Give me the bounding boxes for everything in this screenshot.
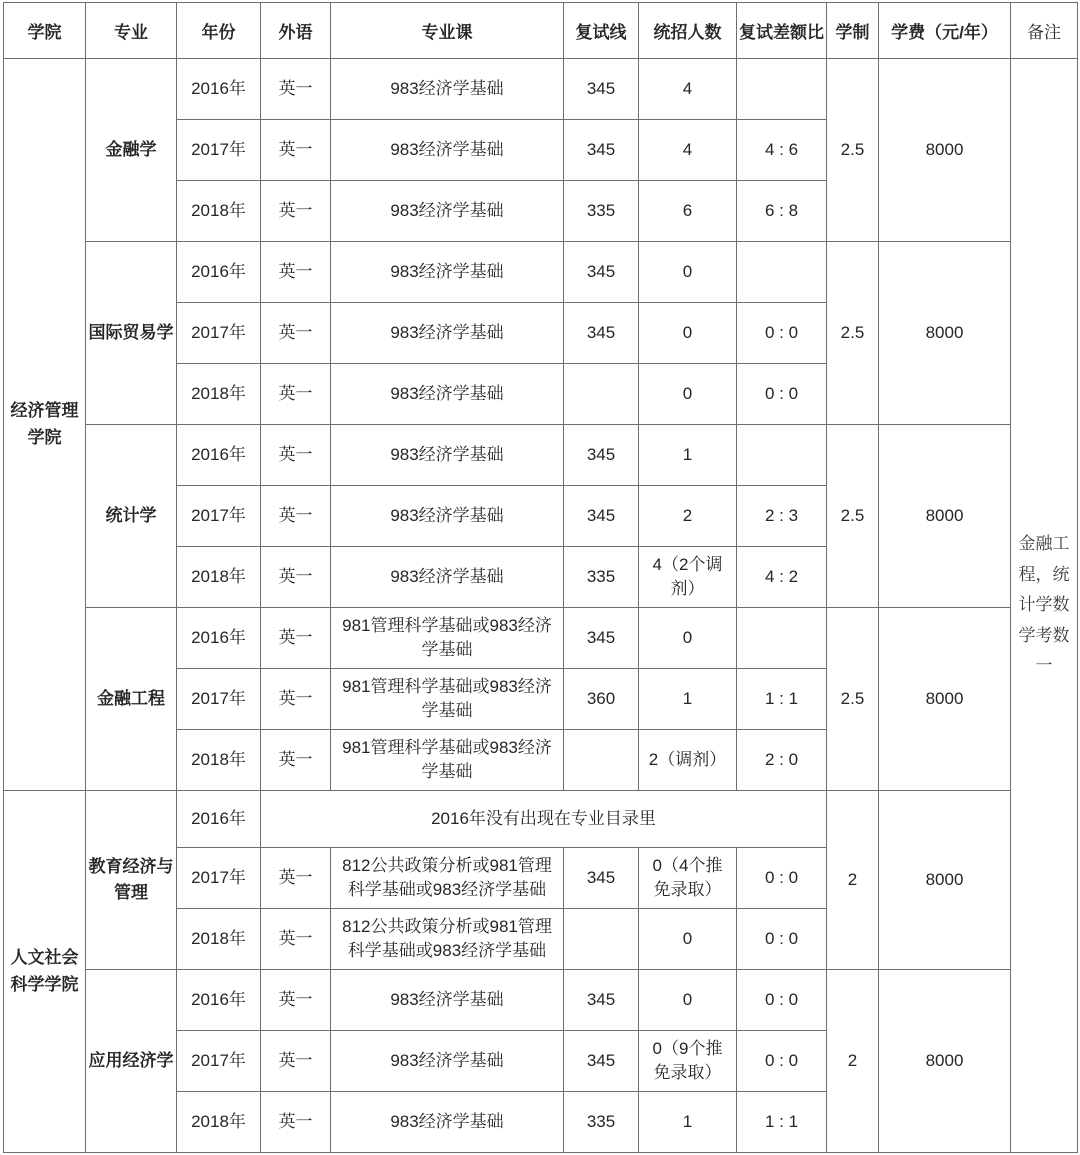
course-cell: 983经济学基础	[331, 364, 564, 425]
header-college: 学院	[4, 3, 86, 59]
year-cell: 2018年	[177, 1092, 261, 1153]
header-remark: 备注	[1011, 3, 1078, 59]
ratio-cell	[737, 242, 827, 303]
language-cell: 英一	[261, 425, 331, 486]
ratio-cell: 6 : 8	[737, 181, 827, 242]
admitted-cell: 4	[639, 59, 737, 120]
ratio-cell: 0 : 0	[737, 970, 827, 1031]
admitted-cell: 1	[639, 1092, 737, 1153]
year-cell: 2018年	[177, 181, 261, 242]
score-line-cell: 360	[564, 669, 639, 730]
year-cell: 2016年	[177, 791, 261, 848]
admitted-cell: 0	[639, 364, 737, 425]
score-line-cell: 345	[564, 848, 639, 909]
tuition-cell: 8000	[879, 791, 1011, 970]
major-cell: 应用经济学	[86, 970, 177, 1153]
ratio-cell: 0 : 0	[737, 303, 827, 364]
admitted-cell: 4	[639, 120, 737, 181]
course-cell: 983经济学基础	[331, 486, 564, 547]
header-admitted: 统招人数	[639, 3, 737, 59]
course-cell: 983经济学基础	[331, 1031, 564, 1092]
table-header	[4, 3, 1078, 59]
year-cell: 2018年	[177, 364, 261, 425]
duration-cell: 2.5	[827, 59, 879, 242]
language-cell: 英一	[261, 970, 331, 1031]
language-cell: 英一	[261, 1031, 331, 1092]
major-cell: 金融学	[86, 59, 177, 242]
header-course: 专业课	[331, 3, 564, 59]
header-language: 外语	[261, 3, 331, 59]
language-cell: 英一	[261, 608, 331, 669]
language-cell: 英一	[261, 547, 331, 608]
duration-cell: 2	[827, 970, 879, 1153]
year-cell: 2016年	[177, 242, 261, 303]
admitted-cell: 0	[639, 242, 737, 303]
year-cell: 2017年	[177, 1031, 261, 1092]
major-cell: 国际贸易学	[86, 242, 177, 425]
year-cell: 2017年	[177, 120, 261, 181]
course-cell: 812公共政策分析或981管理科学基础或983经济学基础	[331, 848, 564, 909]
table-row	[4, 608, 1078, 669]
score-line-cell: 345	[564, 486, 639, 547]
language-cell: 英一	[261, 242, 331, 303]
ratio-cell	[737, 425, 827, 486]
year-cell: 2016年	[177, 608, 261, 669]
header-tuition: 学费（元/年）	[879, 3, 1011, 59]
year-cell: 2018年	[177, 547, 261, 608]
language-cell: 英一	[261, 59, 331, 120]
year-cell: 2016年	[177, 970, 261, 1031]
header-duration: 学制	[827, 3, 879, 59]
admitted-cell: 1	[639, 425, 737, 486]
admitted-cell: 0	[639, 608, 737, 669]
table-row	[4, 425, 1078, 486]
score-line-cell	[564, 730, 639, 791]
duration-cell: 2.5	[827, 242, 879, 425]
year-cell: 2016年	[177, 425, 261, 486]
tuition-cell: 8000	[879, 970, 1011, 1153]
score-line-cell: 345	[564, 970, 639, 1031]
table-row	[4, 791, 1078, 848]
ratio-cell: 0 : 0	[737, 1031, 827, 1092]
year-cell: 2016年	[177, 59, 261, 120]
major-cell: 统计学	[86, 425, 177, 608]
merged-note-cell: 2016年没有出现在专业目录里	[261, 791, 827, 848]
ratio-cell: 0 : 0	[737, 848, 827, 909]
header-row	[4, 3, 1078, 59]
major-cell: 金融工程	[86, 608, 177, 791]
course-cell: 981管理科学基础或983经济学基础	[331, 608, 564, 669]
ratio-cell: 4 : 6	[737, 120, 827, 181]
language-cell: 英一	[261, 120, 331, 181]
table-row	[4, 970, 1078, 1031]
language-cell: 英一	[261, 669, 331, 730]
header-major: 专业	[86, 3, 177, 59]
course-cell: 983经济学基础	[331, 242, 564, 303]
admitted-cell: 0	[639, 303, 737, 364]
table-row	[4, 242, 1078, 303]
table-body	[4, 59, 1078, 1153]
year-cell: 2018年	[177, 909, 261, 970]
course-cell: 983经济学基础	[331, 181, 564, 242]
language-cell: 英一	[261, 1092, 331, 1153]
tuition-cell: 8000	[879, 608, 1011, 791]
score-line-cell: 345	[564, 303, 639, 364]
course-cell: 983经济学基础	[331, 303, 564, 364]
score-line-cell: 335	[564, 181, 639, 242]
header-ratio: 复试差额比	[737, 3, 827, 59]
ratio-cell: 0 : 0	[737, 364, 827, 425]
admissions-table	[3, 2, 1078, 1153]
year-cell: 2017年	[177, 669, 261, 730]
language-cell: 英一	[261, 909, 331, 970]
ratio-cell: 4 : 2	[737, 547, 827, 608]
remark-cell: 金融工程，统计学数学考数一	[1011, 59, 1078, 1153]
admitted-cell: 2	[639, 486, 737, 547]
admitted-cell: 0（4个推免录取）	[639, 848, 737, 909]
ratio-cell: 2 : 0	[737, 730, 827, 791]
ratio-cell: 0 : 0	[737, 909, 827, 970]
ratio-cell	[737, 608, 827, 669]
year-cell: 2018年	[177, 730, 261, 791]
year-cell: 2017年	[177, 303, 261, 364]
admitted-cell: 0（9个推免录取）	[639, 1031, 737, 1092]
course-cell: 983经济学基础	[331, 120, 564, 181]
ratio-cell: 1 : 1	[737, 669, 827, 730]
score-line-cell	[564, 364, 639, 425]
year-cell: 2017年	[177, 848, 261, 909]
language-cell: 英一	[261, 181, 331, 242]
course-cell: 983经济学基础	[331, 970, 564, 1031]
language-cell: 英一	[261, 730, 331, 791]
course-cell: 812公共政策分析或981管理科学基础或983经济学基础	[331, 909, 564, 970]
duration-cell: 2	[827, 791, 879, 970]
tuition-cell: 8000	[879, 59, 1011, 242]
score-line-cell: 345	[564, 242, 639, 303]
admitted-cell: 6	[639, 181, 737, 242]
admitted-cell: 1	[639, 669, 737, 730]
admitted-cell: 4（2个调剂）	[639, 547, 737, 608]
language-cell: 英一	[261, 486, 331, 547]
score-line-cell: 345	[564, 608, 639, 669]
score-line-cell: 335	[564, 1092, 639, 1153]
tuition-cell: 8000	[879, 242, 1011, 425]
score-line-cell: 345	[564, 1031, 639, 1092]
course-cell: 983经济学基础	[331, 547, 564, 608]
college-cell: 经济管理学院	[4, 59, 86, 791]
score-line-cell: 345	[564, 425, 639, 486]
duration-cell: 2.5	[827, 608, 879, 791]
course-cell: 981管理科学基础或983经济学基础	[331, 730, 564, 791]
course-cell: 981管理科学基础或983经济学基础	[331, 669, 564, 730]
course-cell: 983经济学基础	[331, 425, 564, 486]
score-line-cell: 345	[564, 59, 639, 120]
table-row	[4, 59, 1078, 120]
header-year: 年份	[177, 3, 261, 59]
course-cell: 983经济学基础	[331, 1092, 564, 1153]
score-line-cell: 345	[564, 120, 639, 181]
ratio-cell	[737, 59, 827, 120]
year-cell: 2017年	[177, 486, 261, 547]
score-line-cell: 335	[564, 547, 639, 608]
header-score-line: 复试线	[564, 3, 639, 59]
ratio-cell: 2 : 3	[737, 486, 827, 547]
major-cell: 教育经济与管理	[86, 791, 177, 970]
admitted-cell: 0	[639, 970, 737, 1031]
ratio-cell: 1 : 1	[737, 1092, 827, 1153]
language-cell: 英一	[261, 848, 331, 909]
admitted-cell: 2（调剂）	[639, 730, 737, 791]
language-cell: 英一	[261, 364, 331, 425]
admitted-cell: 0	[639, 909, 737, 970]
tuition-cell: 8000	[879, 425, 1011, 608]
college-cell: 人文社会科学学院	[4, 791, 86, 1153]
score-line-cell	[564, 909, 639, 970]
course-cell: 983经济学基础	[331, 59, 564, 120]
duration-cell: 2.5	[827, 425, 879, 608]
language-cell: 英一	[261, 303, 331, 364]
